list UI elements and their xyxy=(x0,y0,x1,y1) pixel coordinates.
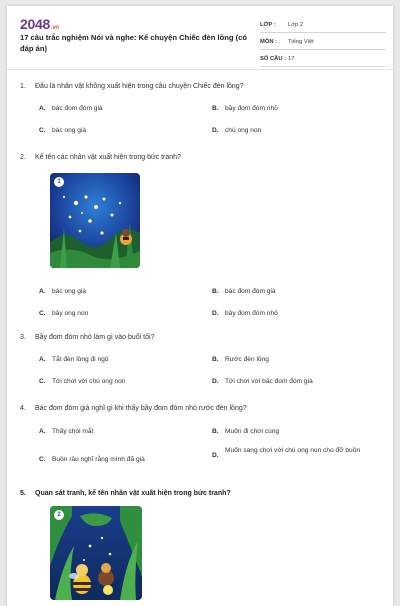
option-text: Muốn đi chơi cùng xyxy=(225,428,280,435)
option-letter: B. xyxy=(212,356,219,363)
option-1a[interactable] xyxy=(39,104,103,113)
page-title: 17 câu trắc nghiệm Nói và nghe: Kể chuyện Chiếc đèn lồng (có đáp án) xyxy=(20,33,248,53)
option-3c[interactable] xyxy=(39,377,125,386)
question-number: 3. xyxy=(20,334,26,341)
question-prompt: Bác đom đóm già nghĩ gì khi thấy bầy đom đóm nhỏ rước đèn lồng? xyxy=(35,405,247,412)
option-letter: A. xyxy=(39,105,46,112)
option-letter: B. xyxy=(212,288,219,295)
meta-info xyxy=(260,18,386,69)
option-text: bầy ong non xyxy=(52,310,89,317)
option-2b[interactable] xyxy=(212,287,276,296)
option-2c[interactable] xyxy=(39,309,88,318)
fireflies-illustration xyxy=(50,173,140,268)
meta-value: Tiếng Việt xyxy=(288,39,314,45)
site-logo[interactable] xyxy=(20,16,59,32)
option-letter: A. xyxy=(39,356,46,363)
option-letter: D. xyxy=(212,378,219,385)
question-text xyxy=(20,333,380,343)
option-text: bác đom đóm già xyxy=(225,288,276,295)
option-2a[interactable] xyxy=(39,287,86,296)
image-number-badge: 1 xyxy=(54,177,64,187)
meta-key: SỐ CÂU : xyxy=(260,56,287,62)
question-prompt: Bầy đom đóm nhỏ làm gì vào buổi tối? xyxy=(35,334,155,341)
option-3b[interactable] xyxy=(212,355,269,364)
option-letter: C. xyxy=(39,310,46,317)
worksheet-page xyxy=(7,6,393,606)
question-prompt: Quan sát tranh, kể tên nhân vật xuất hiện trong bức tranh? xyxy=(35,490,231,497)
option-letter: D. xyxy=(212,310,219,317)
question-text xyxy=(20,153,380,163)
question-number: 4. xyxy=(20,405,26,412)
option-letter: D. xyxy=(212,127,219,134)
option-text: bác đom đóm già xyxy=(52,105,103,112)
option-letter: C. xyxy=(39,378,46,385)
option-letter: A. xyxy=(39,428,46,435)
logo-tld: .vn xyxy=(50,25,59,31)
question-prompt: Kể tên các nhân vật xuất hiện trong bức tranh? xyxy=(35,154,181,161)
meta-key: LỚP : xyxy=(260,22,276,28)
option-text: Muốn sang chơi với chú ong non cho đỡ buồn xyxy=(225,447,361,454)
option-letter: C. xyxy=(39,127,46,134)
option-text: bác ong già xyxy=(52,127,87,134)
question-2 xyxy=(20,153,380,163)
option-text: Tắt đèn lồng đi ngủ xyxy=(52,356,109,363)
option-text: Rước đèn lồng xyxy=(225,356,269,363)
meta-row-subject xyxy=(260,35,386,50)
option-letter: B. xyxy=(212,105,219,112)
option-text: Tới chơi với chú ong non xyxy=(52,378,126,385)
question-4 xyxy=(20,404,380,414)
question-number: 5. xyxy=(20,490,26,497)
option-1b[interactable] xyxy=(212,104,278,113)
question-1 xyxy=(20,82,380,92)
option-3d[interactable] xyxy=(212,377,313,386)
option-letter: D. xyxy=(212,452,219,459)
fireflies-night-scene xyxy=(50,173,140,268)
meta-row-grade xyxy=(260,18,386,33)
option-1c[interactable] xyxy=(39,126,86,135)
option-2d[interactable] xyxy=(212,309,278,318)
option-letter: B. xyxy=(212,428,219,435)
question-number: 2. xyxy=(20,154,26,161)
meta-value: 17 xyxy=(288,56,295,62)
question-number: 1. xyxy=(20,83,26,90)
option-3a[interactable] xyxy=(39,355,108,364)
meta-key: MÔN : xyxy=(260,39,278,45)
option-letter: C. xyxy=(39,456,46,463)
option-4b[interactable] xyxy=(212,427,279,436)
meta-value: Lớp 2 xyxy=(288,22,304,28)
option-letter: A. xyxy=(39,288,46,295)
question-prompt: Đâu là nhân vật không xuất hiện trong câu chuyện Chiếc đèn lồng? xyxy=(35,83,244,90)
question-text xyxy=(20,489,380,499)
bee-firefly-illustration xyxy=(50,506,142,600)
option-4a[interactable] xyxy=(39,427,93,436)
option-text: Tới chơi với bác đom đóm già xyxy=(225,378,313,385)
question-3 xyxy=(20,333,380,343)
option-text: bác ong già xyxy=(52,288,87,295)
option-text: Thấy chói mắt xyxy=(52,428,94,435)
image-number-badge: 2 xyxy=(54,510,64,520)
logo-text: 2048 xyxy=(20,16,50,32)
option-text: bầy đom đóm nhỏ xyxy=(225,310,278,317)
bee-and-firefly-scene xyxy=(50,506,142,600)
option-text: chú ong non xyxy=(225,127,262,134)
option-text: Buồn rầu nghĩ rằng mình đã già xyxy=(52,456,145,463)
question-text xyxy=(20,82,380,92)
option-4c[interactable] xyxy=(39,455,145,464)
header-divider xyxy=(7,69,393,70)
question-5 xyxy=(20,489,380,499)
question-text xyxy=(20,404,380,414)
option-4d[interactable] xyxy=(212,446,377,460)
option-text: bầy đom đóm nhỏ xyxy=(225,105,278,112)
option-1d[interactable] xyxy=(212,126,261,135)
meta-row-count xyxy=(260,52,386,67)
